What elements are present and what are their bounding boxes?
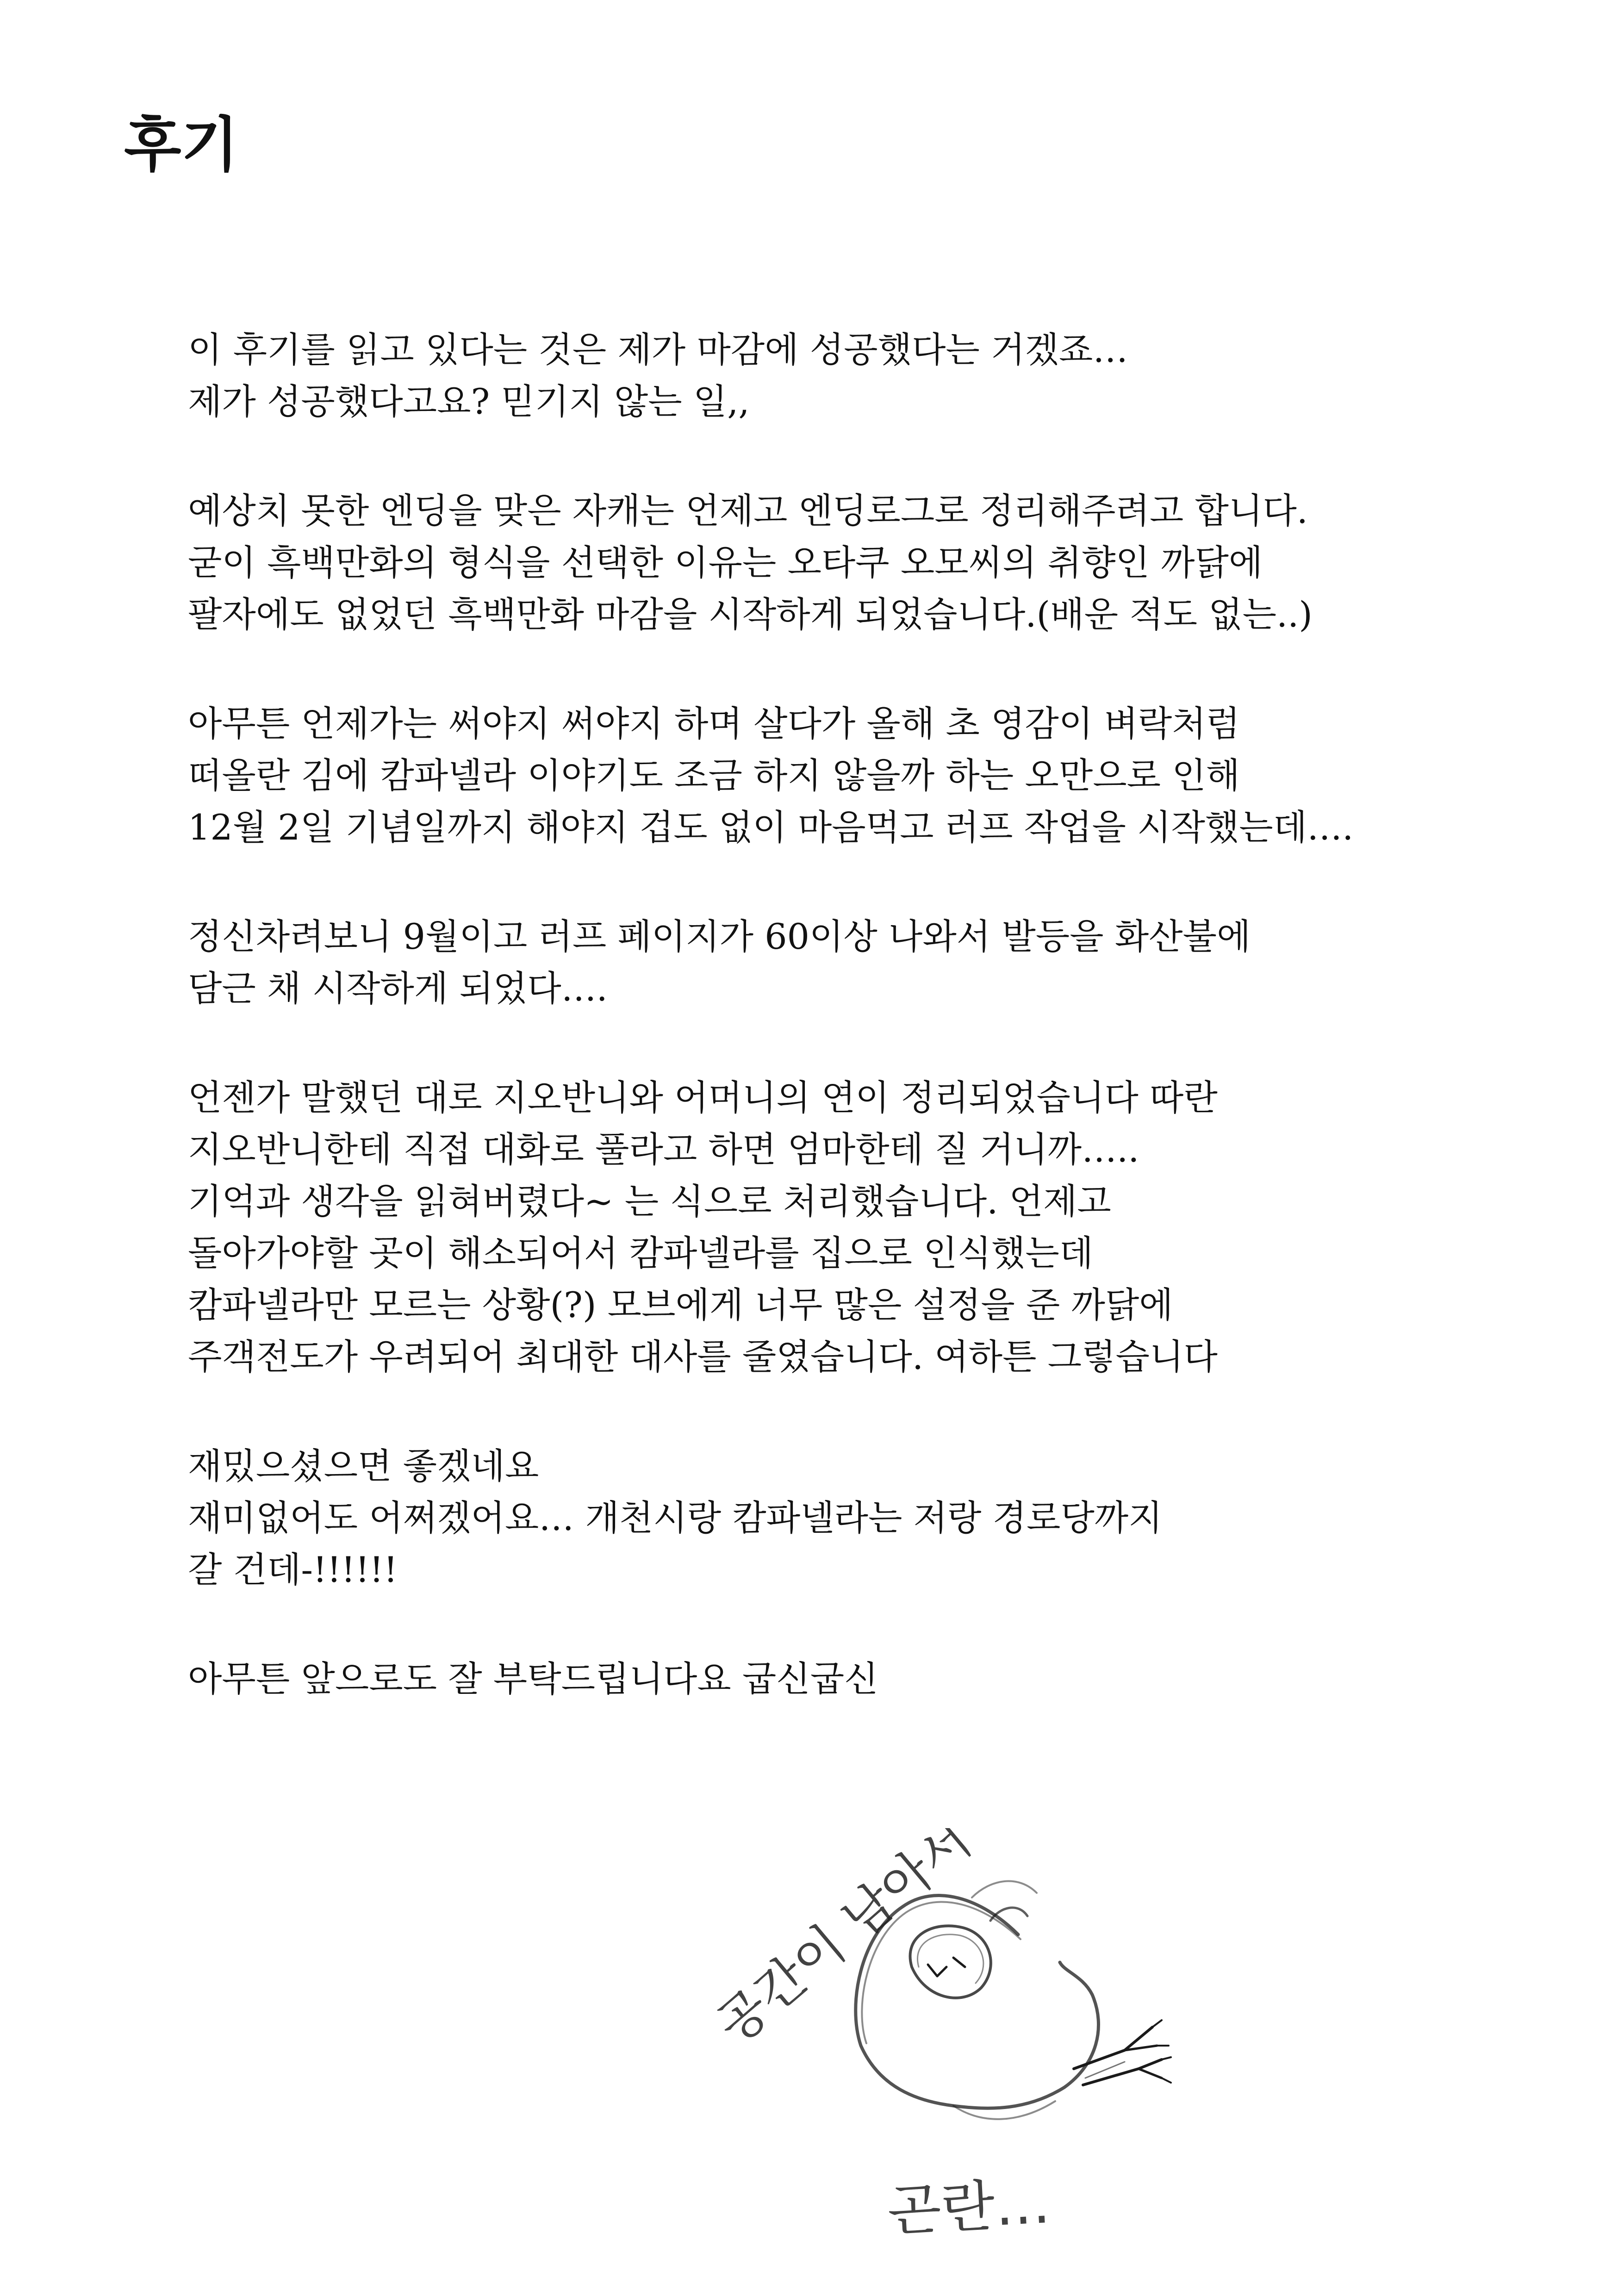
text-line: 제가 성공했다고요? 믿기지 않는 일,, xyxy=(188,381,750,422)
handwriting-note-2: 곤란… xyxy=(886,2171,1052,2244)
text-line: 지오반니한테 직접 대화로 풀라고 하면 엄마한테 질 거니까….. xyxy=(188,1129,1139,1170)
text-line: 아무튼 앞으로도 잘 부탁드립니다요 굽신굽신 xyxy=(188,1658,878,1699)
text-line: 돌아가야할 곳이 해소되어서 캄파넬라를 집으로 인식했는데 xyxy=(188,1232,1094,1274)
text-line: 언젠가 말했던 대로 지오반니와 어머니의 연이 정리되었습니다 따란 xyxy=(188,1077,1218,1118)
text-line: 정신차려보니 9월이고 러프 페이지가 60이상 나와서 발등을 화산불에 xyxy=(188,916,1251,957)
afterword-body xyxy=(188,324,1576,1762)
text-line: 갈 건데-!!!!!! xyxy=(188,1549,398,1590)
handwriting-note-1: 공간이 남아서 xyxy=(705,1828,982,2055)
paragraph-2 xyxy=(188,485,1576,641)
bird-doodle-icon xyxy=(694,1828,1296,2272)
paragraph-7 xyxy=(188,1653,1576,1705)
paragraph-3 xyxy=(188,698,1576,853)
text-line: 캄파넬라만 모르는 상황(?) 모브에게 너무 많은 설정을 준 까닭에 xyxy=(188,1284,1173,1325)
doodle-area xyxy=(694,1828,1296,2272)
text-line: 기억과 생각을 읽혀버렸다~ 는 식으로 처리했습니다. 언제고 xyxy=(188,1181,1111,1222)
paragraph-5 xyxy=(188,1072,1576,1383)
text-line: 떠올란 김에 캄파넬라 이야기도 조금 하지 않을까 하는 오만으로 인해 xyxy=(188,755,1240,796)
text-line: 아무튼 언제가는 써야지 써야지 하며 살다가 올해 초 영감이 벼락처럼 xyxy=(188,703,1240,744)
text-line: 팔자에도 없었던 흑백만화 마감을 시작하게 되었습니다.(배운 적도 없는..) xyxy=(188,594,1313,635)
text-line: 예상치 못한 엔딩을 맞은 자캐는 언제고 엔딩로그로 정리해주려고 합니다. xyxy=(188,490,1308,531)
paragraph-1 xyxy=(188,324,1576,428)
text-line: 12월 2일 기념일까지 해야지 겁도 없이 마음먹고 러프 작업을 시작했는데…. xyxy=(188,807,1354,848)
text-line: 굳이 흑백만화의 형식을 선택한 이유는 오타쿠 오모씨의 취향인 까닭에 xyxy=(188,542,1263,583)
text-line: 재미없어도 어쩌겠어요… 개천시랑 캄파넬라는 저랑 경로당까지 xyxy=(188,1497,1163,1538)
text-line: 주객전도가 우려되어 최대한 대사를 줄였습니다. 여하튼 그렇습니다 xyxy=(188,1336,1218,1377)
text-line: 재밌으셨으면 좋겠네요 xyxy=(188,1445,539,1487)
paragraph-4 xyxy=(188,911,1576,1014)
page-title: 후기 xyxy=(124,111,239,180)
text-line: 이 후기를 읽고 있다는 것은 제가 마감에 성공했다는 거겠죠… xyxy=(188,329,1128,370)
paragraph-6 xyxy=(188,1440,1576,1596)
text-line: 담근 채 시작하게 되었다…. xyxy=(188,968,608,1009)
